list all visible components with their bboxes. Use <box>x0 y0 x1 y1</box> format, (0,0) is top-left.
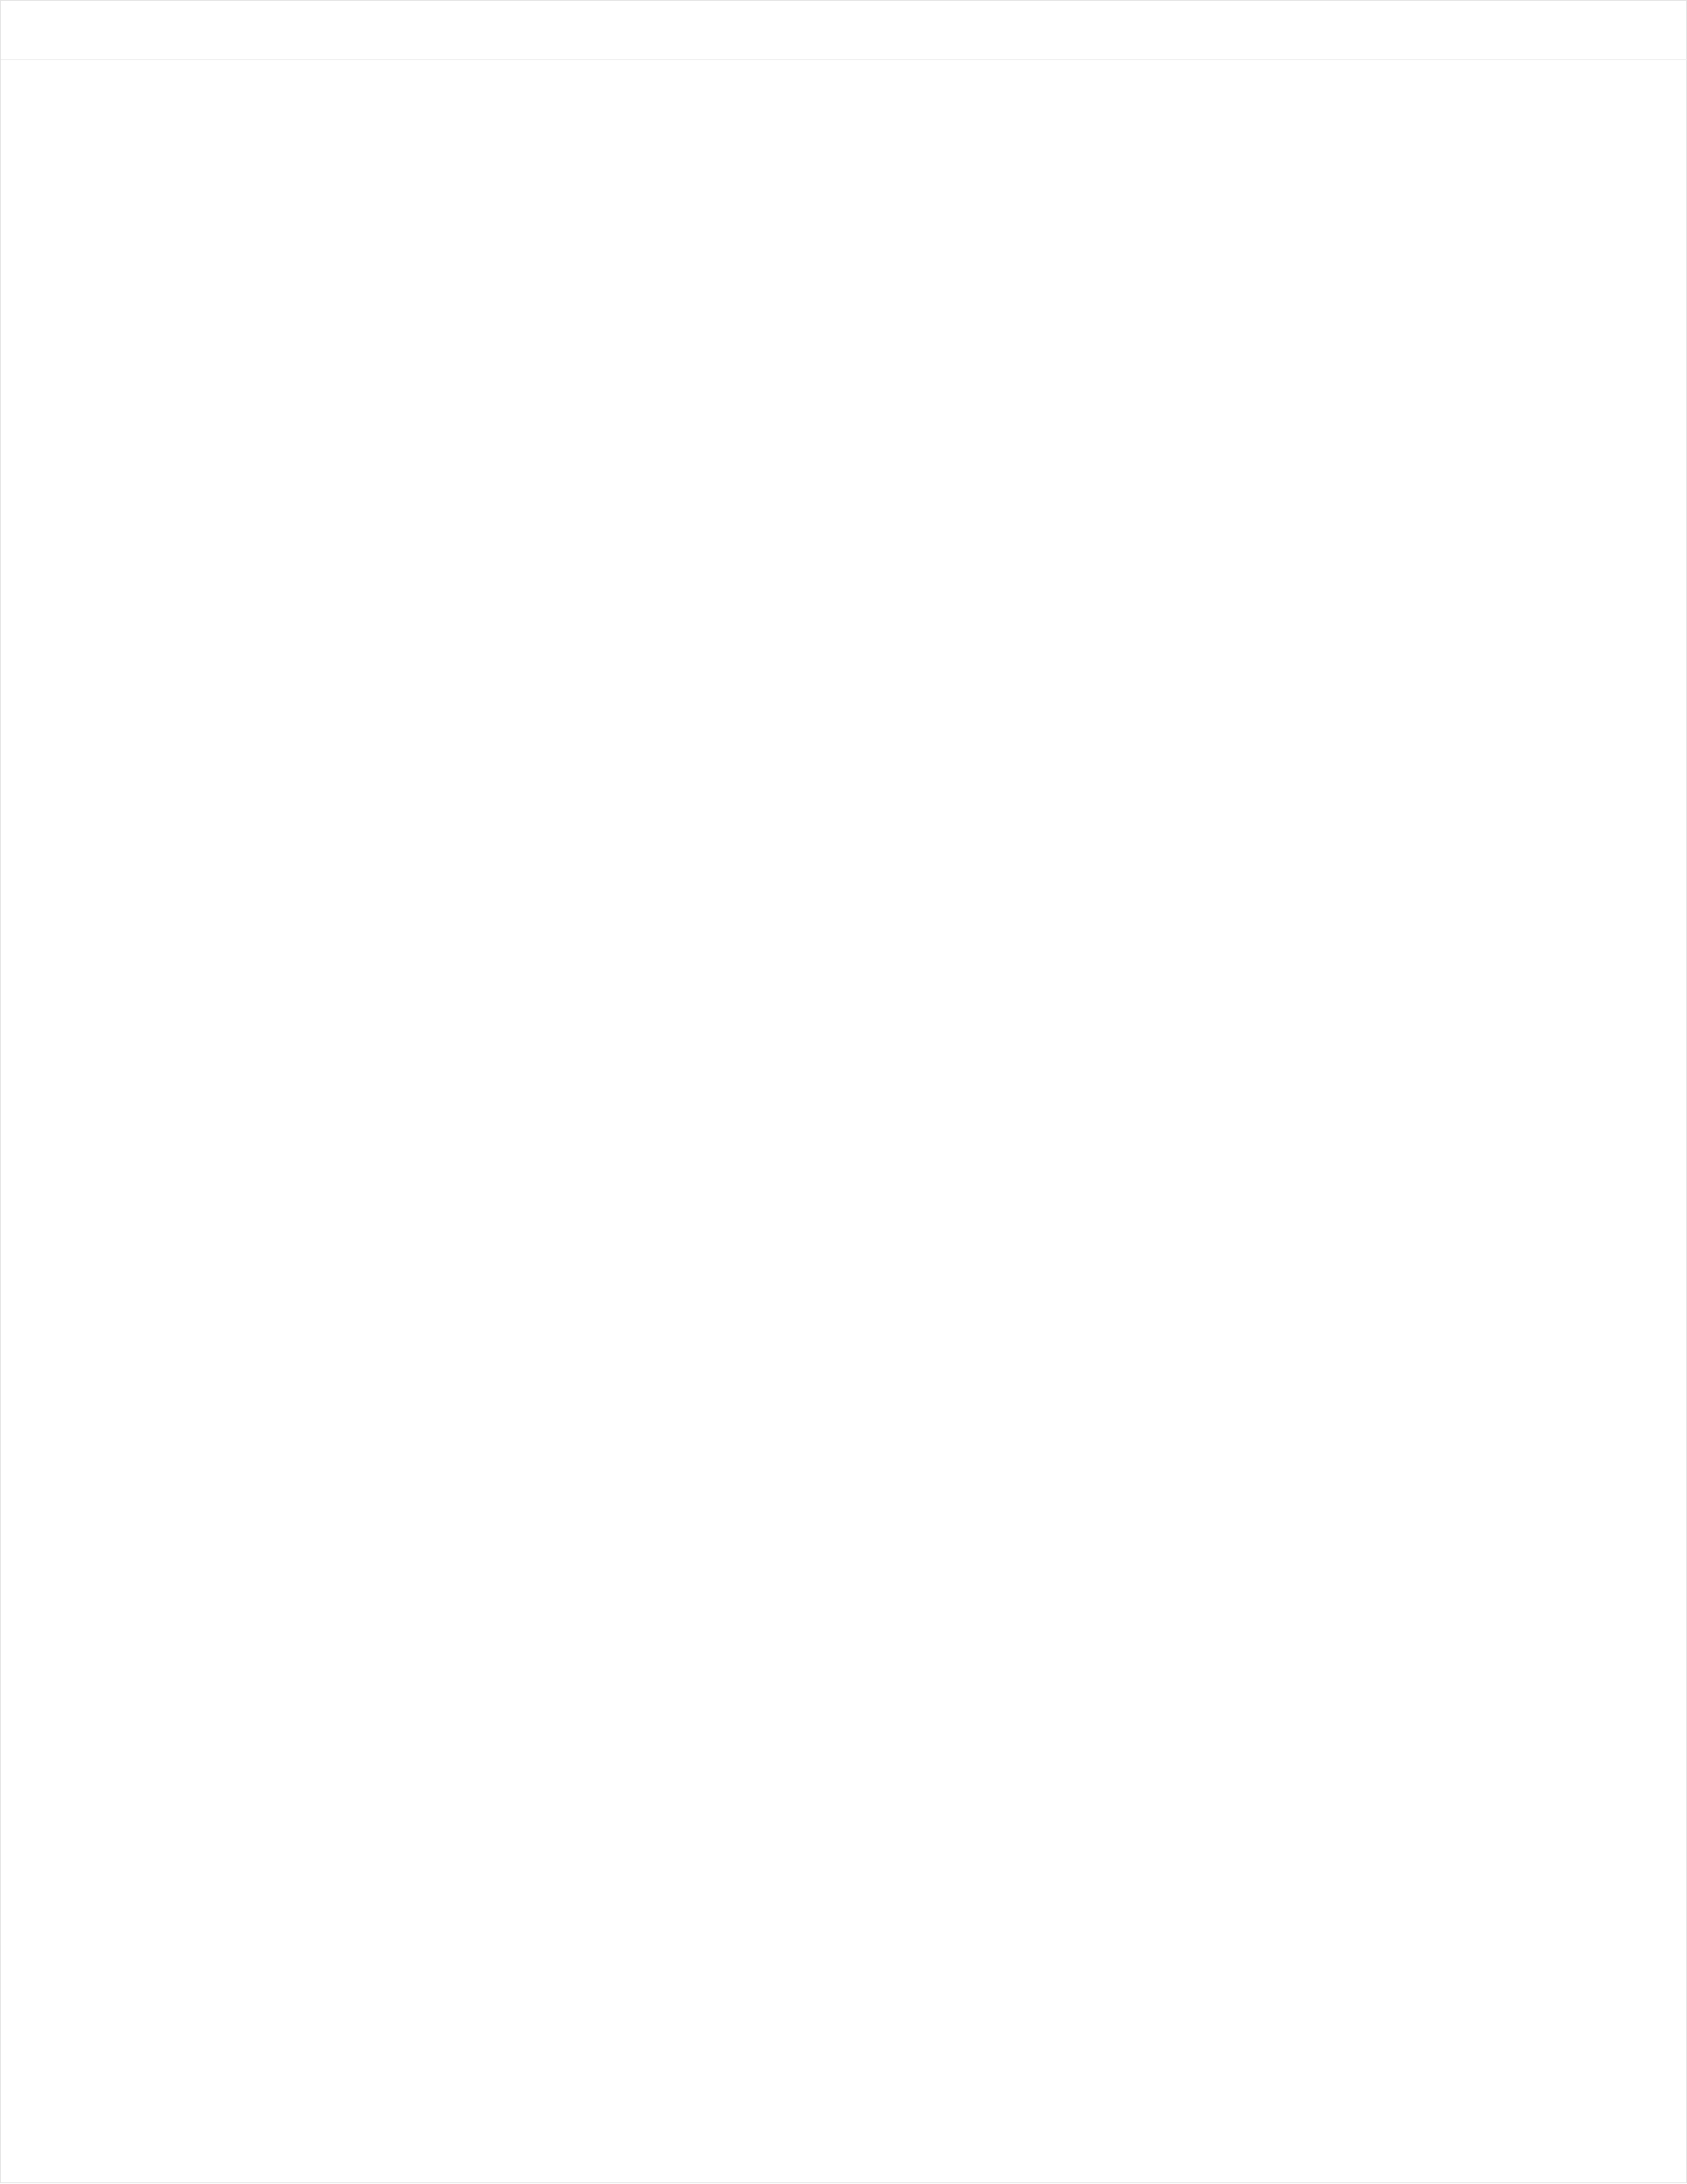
header <box>1 1 1687 60</box>
main-content <box>1 60 1687 2184</box>
